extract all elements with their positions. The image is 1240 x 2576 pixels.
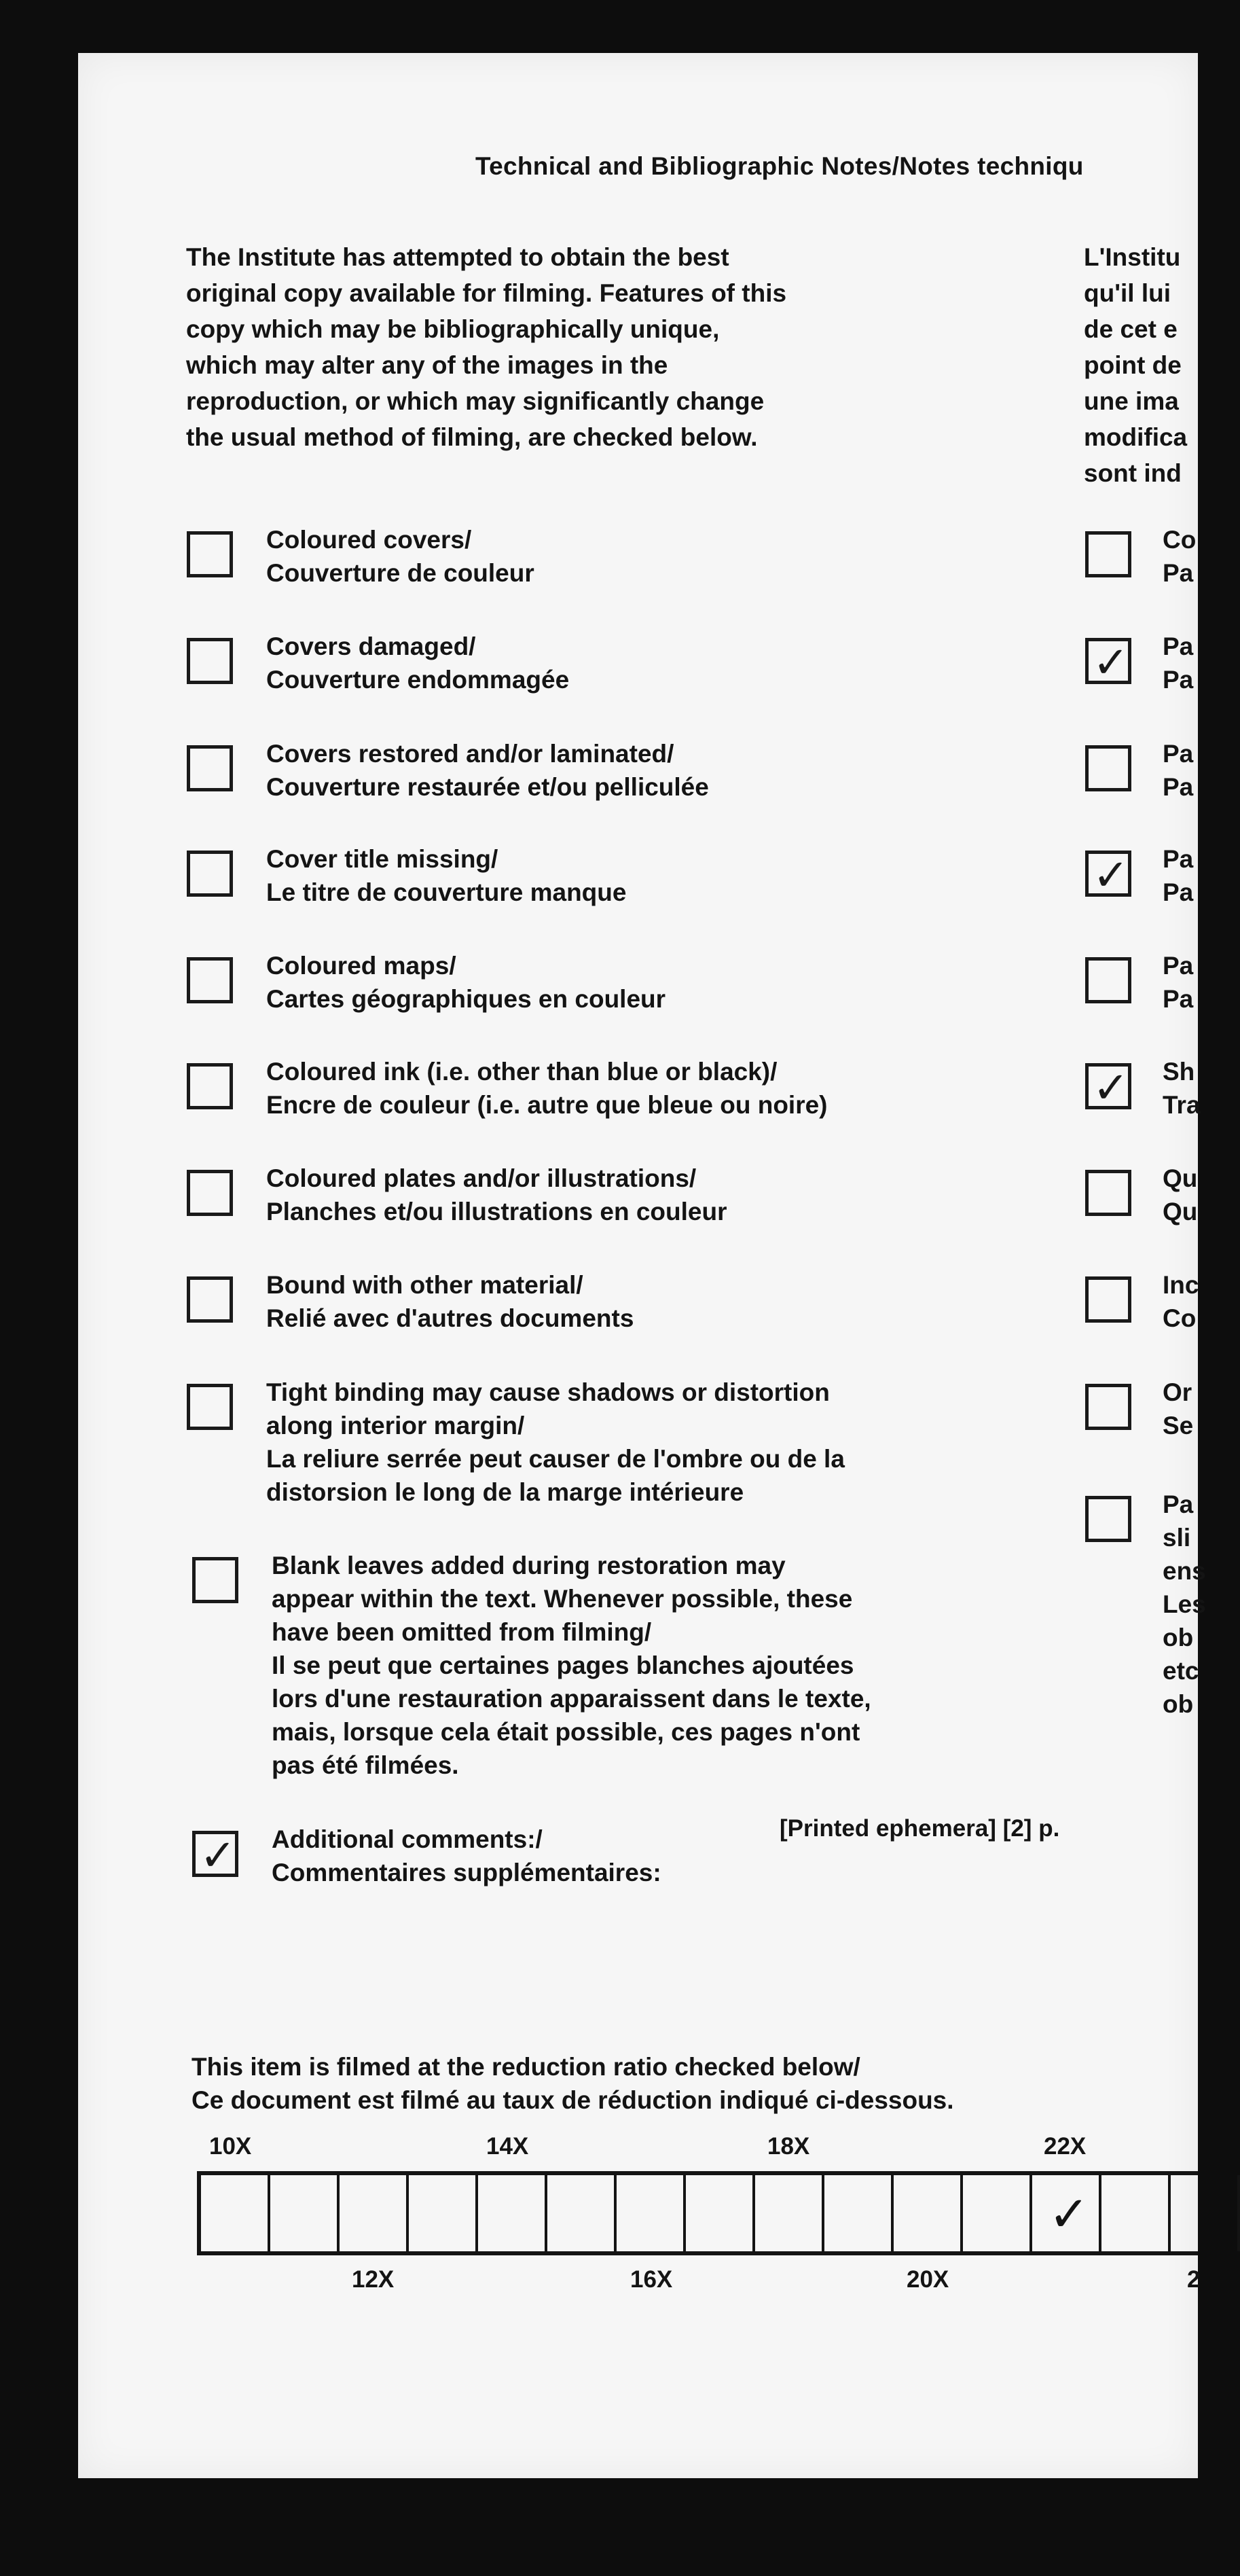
ratio-cell[interactable]	[894, 2175, 963, 2251]
checklist-item-line: Pa	[1163, 773, 1194, 801]
ratio-cell[interactable]	[1171, 2175, 1240, 2251]
checkbox[interactable]	[1085, 1496, 1131, 1542]
ratio-label-top: 14X	[486, 2133, 529, 2160]
checklist-item-line: Co	[1163, 526, 1197, 554]
checklist-item-line: Or	[1163, 1378, 1192, 1406]
checkbox[interactable]	[1085, 1384, 1131, 1430]
checkbox[interactable]	[187, 745, 233, 791]
checkbox[interactable]	[187, 531, 233, 577]
ratio-label-bottom: 12X	[352, 2266, 395, 2293]
reduction-line: Ce document est filmé au taux de réduction indiqué ci-dessous.	[192, 2086, 954, 2114]
checklist-item-line: lors d'une restauration apparaissent dans le texte,	[272, 1685, 871, 1713]
checklist-item-label	[272, 1823, 661, 1889]
checkmark-icon: ✓	[1093, 638, 1129, 688]
checklist-item-line: Pa	[1163, 985, 1194, 1013]
right-intro-line: de cet e	[1084, 315, 1178, 343]
checkbox[interactable]	[1085, 1170, 1131, 1216]
checklist-item-line: Blank leaves added during restoration may	[272, 1552, 786, 1579]
checkmark-icon: ✓	[1093, 851, 1129, 901]
checkbox[interactable]	[1085, 745, 1131, 791]
checklist-item-label	[1163, 1055, 1201, 1122]
ratio-cell[interactable]	[478, 2175, 547, 2251]
checklist-item-label	[1163, 949, 1193, 1016]
checklist-item-label	[272, 1549, 871, 1782]
additional-comment-value: [Printed ephemera] [2] p.	[780, 1815, 1060, 1842]
checklist-item-line: Coloured maps/	[266, 952, 456, 980]
right-intro-line: L'Institu	[1084, 243, 1181, 271]
right-intro-line: une ima	[1084, 387, 1179, 415]
checklist-item-line: Coloured plates and/or illustrations/	[266, 1164, 697, 1192]
ratio-cell[interactable]	[824, 2175, 894, 2251]
checkbox[interactable]	[187, 1384, 233, 1430]
checkbox[interactable]	[1085, 957, 1131, 1003]
intro-line: the usual method of filming, are checked below.	[186, 423, 758, 451]
checklist-item-label	[1163, 523, 1196, 590]
checklist-item-line: Tra	[1163, 1091, 1201, 1119]
checklist-item-line: ens	[1163, 1557, 1206, 1585]
checkmark-icon: ✓	[1048, 2185, 1090, 2242]
checklist-item-label	[266, 1055, 828, 1122]
ratio-cell[interactable]	[340, 2175, 409, 2251]
checklist-item-label	[266, 1162, 727, 1228]
checklist-item-line: appear within the text. Whenever possible, these	[272, 1585, 853, 1613]
checklist-item-label	[1163, 842, 1193, 909]
checklist-item-line: etc	[1163, 1657, 1199, 1685]
checklist-item-line: Inc	[1163, 1271, 1199, 1299]
checklist-item-line: Les	[1163, 1590, 1206, 1618]
ratio-cell[interactable]	[1032, 2175, 1101, 2251]
checklist-item-line: Tight binding may cause shadows or distortion	[266, 1378, 830, 1406]
checkbox[interactable]	[1085, 1063, 1131, 1113]
checklist-item-label	[1163, 737, 1193, 804]
checkbox[interactable]	[192, 1557, 238, 1603]
intro-line: which may alter any of the images in the	[186, 351, 668, 379]
right-intro-line: qu'il lui	[1084, 279, 1171, 307]
checklist-item-line: sli	[1163, 1524, 1191, 1552]
reduction-ratio-scale	[197, 2171, 1198, 2255]
ratio-cell[interactable]	[201, 2175, 270, 2251]
checklist-item-line: Coloured ink (i.e. other than blue or black)/	[266, 1058, 778, 1086]
checklist-item-line: pas été filmées.	[272, 1751, 459, 1779]
checklist-item-label	[266, 737, 709, 804]
checklist-item-line: Bound with other material/	[266, 1271, 583, 1299]
ratio-cell[interactable]	[963, 2175, 1032, 2251]
ratio-cell[interactable]	[617, 2175, 686, 2251]
checkmark-icon: ✓	[200, 1831, 236, 1881]
checklist-item-line: Pa	[1163, 1490, 1194, 1518]
right-intro-line: point de	[1084, 351, 1182, 379]
checklist-item-label	[266, 949, 665, 1016]
checkbox[interactable]	[1085, 851, 1131, 901]
checklist-item-line: Pa	[1163, 878, 1194, 906]
checklist-item-label	[266, 842, 626, 909]
checkbox[interactable]	[187, 1063, 233, 1109]
checkbox[interactable]	[187, 1276, 233, 1323]
checklist-item-line: Pa	[1163, 559, 1194, 587]
checklist-item-label	[266, 1376, 845, 1509]
checkbox[interactable]	[187, 851, 233, 897]
checklist-item-line: Pa	[1163, 740, 1194, 768]
intro-paragraph	[186, 239, 947, 455]
checklist-item-line: ob	[1163, 1690, 1194, 1718]
checklist-item-line: Pa	[1163, 666, 1194, 694]
ratio-label-bottom: 2	[1187, 2266, 1201, 2293]
checklist-item-label	[1163, 1488, 1206, 1721]
checkmark-icon: ✓	[1093, 1063, 1129, 1113]
checkbox[interactable]	[1085, 638, 1131, 688]
checklist-item-line: Pa	[1163, 845, 1194, 873]
checklist-item-line: Commentaires supplémentaires:	[272, 1859, 661, 1886]
checklist-item-line: Cover title missing/	[266, 845, 498, 873]
checklist-item-line: mais, lorsque cela était possible, ces pages n'ont	[272, 1718, 860, 1746]
checklist-item-line: Il se peut que certaines pages blanches ajoutées	[272, 1651, 854, 1679]
checkbox[interactable]	[187, 638, 233, 684]
reduction-statement	[192, 2050, 954, 2117]
ratio-cell[interactable]	[409, 2175, 478, 2251]
checklist-item-line: Pa	[1163, 632, 1194, 660]
checklist-item-line: Cartes géographiques en couleur	[266, 985, 666, 1013]
checklist-item-label	[1163, 1268, 1199, 1335]
checkbox[interactable]	[187, 1170, 233, 1216]
checklist-item-label	[266, 523, 534, 590]
checklist-item-line: Se	[1163, 1412, 1194, 1439]
checklist-item-line: Encre de couleur (i.e. autre que bleue ou noire)	[266, 1091, 828, 1119]
checklist-item-line: ob	[1163, 1624, 1194, 1651]
checklist-item-line: La reliure serrée peut causer de l'ombre ou de la	[266, 1445, 845, 1473]
checklist-item-line: Couverture endommagée	[266, 666, 570, 694]
ratio-cell[interactable]	[755, 2175, 824, 2251]
checklist-item-label	[266, 630, 569, 696]
checklist-item-line: Planches et/ou illustrations en couleur	[266, 1198, 727, 1226]
checklist-item-line: along interior margin/	[266, 1412, 525, 1439]
checkbox[interactable]	[1085, 531, 1131, 577]
checkbox[interactable]	[187, 957, 233, 1003]
checklist-item-line: Couverture de couleur	[266, 559, 534, 587]
checklist-item-line: Covers damaged/	[266, 632, 476, 660]
checklist-item-label	[1163, 1162, 1197, 1228]
checkbox[interactable]	[192, 1831, 238, 1881]
right-intro-line: modifica	[1084, 423, 1188, 451]
reduction-line: This item is filmed at the reduction ratio checked below/	[192, 2053, 860, 2081]
ratio-cell[interactable]	[686, 2175, 755, 2251]
checklist-item-line: Pa	[1163, 952, 1194, 980]
right-intro-paragraph	[1084, 239, 1187, 491]
intro-line: copy which may be bibliographically unique,	[186, 315, 720, 343]
checklist-item-line: Qu	[1163, 1198, 1198, 1226]
checklist-item-line: Qu	[1163, 1164, 1198, 1192]
right-intro-line: sont ind	[1084, 459, 1182, 487]
checklist-item-line: Additional comments:/	[272, 1825, 543, 1853]
ratio-label-top: 18X	[767, 2133, 810, 2160]
checklist-item-label	[1163, 630, 1193, 696]
checklist-item-line: Co	[1163, 1304, 1197, 1332]
checklist-item-line: distorsion le long de la marge intérieure	[266, 1478, 744, 1506]
ratio-cell[interactable]	[1101, 2175, 1171, 2251]
checklist-item-label	[266, 1268, 634, 1335]
ratio-label-bottom: 16X	[630, 2266, 673, 2293]
checklist-item-line: have been omitted from filming/	[272, 1618, 652, 1646]
ratio-label-top: 22X	[1044, 2133, 1087, 2160]
intro-line: The Institute has attempted to obtain the best	[186, 243, 729, 271]
page-heading: Technical and Bibliographic Notes/Notes techniqu	[475, 152, 1084, 180]
checklist-item-label	[1163, 1376, 1193, 1442]
checkbox[interactable]	[1085, 1276, 1131, 1323]
intro-line: reproduction, or which may significantly change	[186, 387, 765, 415]
ratio-cell[interactable]	[547, 2175, 617, 2251]
ratio-label-bottom: 20X	[907, 2266, 949, 2293]
intro-line: original copy available for filming. Features of this	[186, 279, 787, 307]
checklist-item-line: Relié avec d'autres documents	[266, 1304, 634, 1332]
ratio-cell[interactable]	[270, 2175, 340, 2251]
ratio-label-top: 10X	[209, 2133, 252, 2160]
checklist-item-line: Couverture restaurée et/ou pelliculée	[266, 773, 709, 801]
checklist-item-line: Coloured covers/	[266, 526, 472, 554]
checklist-item-line: Covers restored and/or laminated/	[266, 740, 674, 768]
checklist-item-line: Sh	[1163, 1058, 1195, 1086]
checklist-item-line: Le titre de couverture manque	[266, 878, 627, 906]
